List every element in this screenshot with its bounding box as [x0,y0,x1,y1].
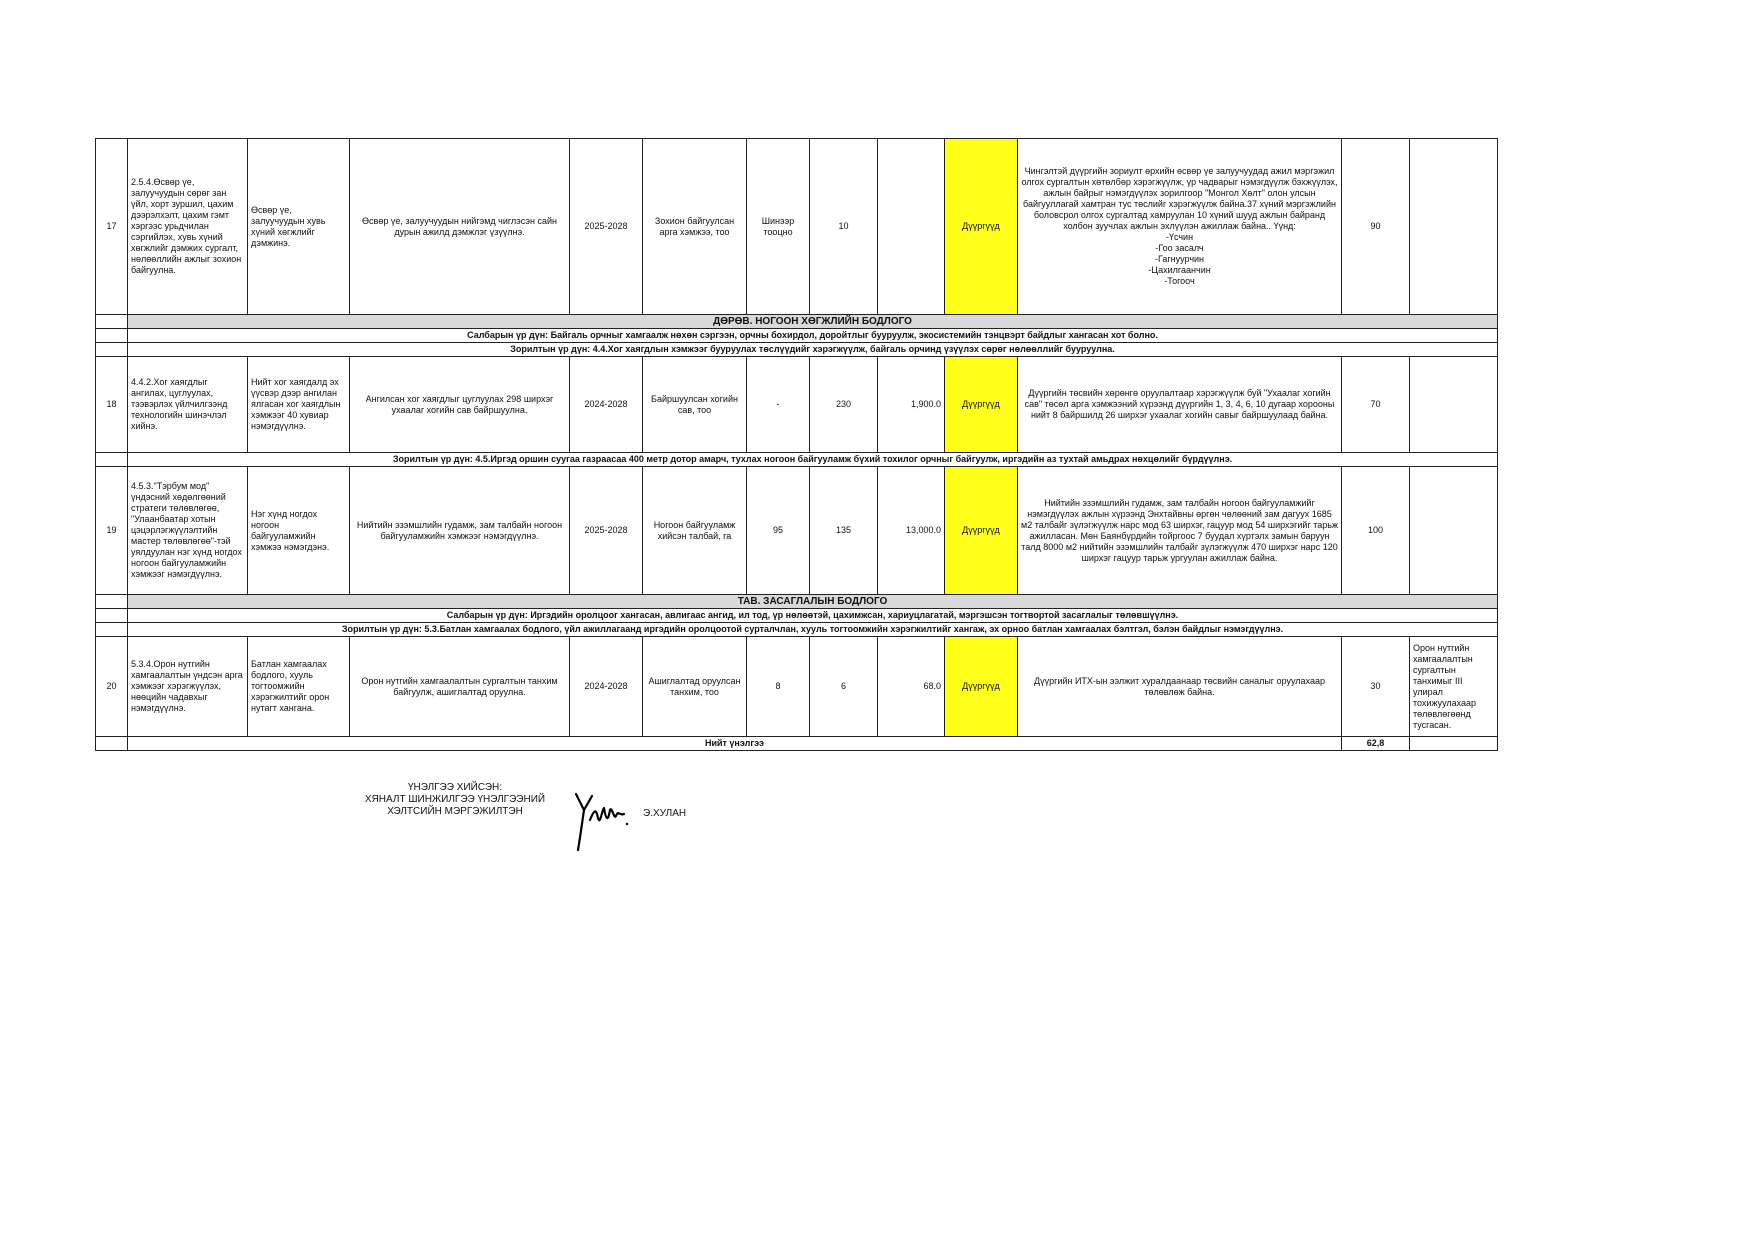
objective-goal: Зорилтын үр дүн: 4.5.Иргэд оршин суугаа газраасаа 400 метр дотор амарч, тухлах ногоон байгууламж бүхий тохилог орчныг байгуулж, иргэдийн аз тухтай амьдрах нөхцөлийг бүрдүүлнэ. [128,453,1498,467]
result-cell: Нэг хүнд ногдох ногоон байгууламжийн хэмжээ нэмэгдэнэ. [248,467,350,595]
responsible-cell: Дүүргүүд [945,357,1018,453]
report-cell: Дүүргийн ИТХ-ын ээлжит хуралдаанаар төсвийн саналыг оруулахаар төлөвлөж байна. [1018,637,1342,737]
target-cell: 10 [810,139,878,315]
note-cell [1410,467,1498,595]
report-list-item: -Тогооч [1164,276,1195,286]
budget-cell: 1,900.0 [878,357,945,453]
result-cell: Батлан хамгаалах бодлого, хууль тогтоомжийн хэрэгжилтийг орон нутагт хангана. [248,637,350,737]
budget-cell: 68.0 [878,637,945,737]
section-title: ДӨРӨВ. НОГООН ХӨГЖЛИЙН БОДЛОГО [128,315,1498,329]
target-cell: 6 [810,637,878,737]
responsible-cell: Дүүргүүд [945,139,1018,315]
measure-cell: 4.5.3."Тэрбум мод" үндэсний хөдөлгөөний стратеги төлөвлөгөө, "Улаанбаатар хотын цэцэрлэгжүүлэлтийн мастер төлөвлөгөө"-тэй уялдуулан нэг хүнд ногдох ногоон байгууламжийн хэмжээг нэмэгдүүлнэ. [128,467,248,595]
period-cell: 2024-2028 [570,637,643,737]
report-list-item: -Үсчин [1165,232,1194,242]
report-list-item: -Гоо засалч [1155,243,1204,253]
activity-cell: Нийтийн эзэмшлийн гудамж, зам талбайн ногоон байгууламжийн хэмжээг нэмэгдүүлнэ. [350,467,570,595]
goal-row [96,343,1498,357]
note-cell [1410,357,1498,453]
note-cell [1410,139,1498,315]
responsible-cell: Дүүргүүд [945,637,1018,737]
indicator-cell: Ногоон байгууламж хийсэн талбай, га [643,467,747,595]
total-value: 62,8 [1342,737,1410,751]
indicator-cell: Ашиглалтад оруулсан танхим, тоо [643,637,747,737]
sector-goal: Салбарын үр дүн: Иргэдийн оролцоог хангасан, авлигаас ангид, ил тод, үр нөлөөтэй, цахимжсан, хариуцлагатай, мэргэшсэн тогтвортой засаглалыг төлөвшүүлнэ. [128,609,1498,623]
table-row [96,637,1498,737]
indicator-cell: Байршуулсан хогийн сав, тоо [643,357,747,453]
objective-goal: Зорилтын үр дүн: 5.3.Батлан хамгаалах бодлого, үйл ажиллагаанд иргэдийн оролцоотой сурталчлан, хууль тогтоомжийн хэрэгжилтийг хангаж, эх орноо батлан хамгаалах бэлтгэл, бэлэн байдлыг нэмэгдүүлнэ. [128,623,1498,637]
row-number: 17 [96,139,128,315]
signer-name: Э.ХУЛАН [643,808,687,819]
total-row [96,737,1498,751]
section-header [96,595,1498,609]
row-number: 18 [96,357,128,453]
section-header [96,315,1498,329]
budget-cell [878,139,945,315]
objective-goal: Зорилтын үр дүн: 4.4.Хог хаягдлын хэмжээг бууруулах төслүүдийг хэрэгжүүлж, байгаль орчинд үзүүлэх сөрөг нөлөөллийг бууруулна. [128,343,1498,357]
section-title: ТАВ. ЗАСАГЛАЛЫН БОДЛОГО [128,595,1498,609]
report-cell: Дүүргийн төсвийн хөрөнгө оруулалтаар хэрэгжүүлж буй "Ухаалаг хогийн сав" төсөл арга хэмжээний хүрээнд дүүргийн 1, 3, 4, 6, 10 дугаар хорооны нийт 8 байршилд 26 ширхэг ухаалаг хогийн савыг байршуулаад байна. [1018,357,1342,453]
signature-line: ХЭЛТСИЙН МЭРГЭЖИЛТЭН [387,806,523,817]
baseline-cell: 95 [747,467,810,595]
report-text: Чингэлтэй дүүргийн зориулт өрхийн өсвөр үе залуучуудад ажил мэргэжил олгох сургалтын хөтөлбөр хэрэгжүүлж, үр чадварыг нэмэгдүүлж бэхжүүлэх, ажлын байрыг нэмэгдүүлэх зорилгоор "Монгол Хөлт" олон улсын байгууллагай хамтран тус төслийг хэрэгжүүлж байна.37 хүний мэргэжлийн боловсрол олгох сургалтад хамруулан 10 хүний шууд ажлын байранд холбон зуучлах ажлын эхлүүлэн ажиллаж байна.. Үүнд: [1021,166,1338,231]
period-cell: 2025-2028 [570,467,643,595]
baseline-cell: Шинээр тооцно [747,139,810,315]
table-row [96,139,1498,315]
signature-block [350,782,560,818]
activity-cell: Орон нутгийн хамгаалалтын сургалтын танхим байгуулж, ашиглалтад оруулна. [350,637,570,737]
goal-row [96,623,1498,637]
period-cell: 2024-2028 [570,357,643,453]
measure-cell: 2.5.4.Өсвөр үе, залуучуудын сөрөг зан үйл, хорт зуршил, цахим дээрэлхэлт, цахим гэмт хэргээс урьдчилан сэргийлэх, хувь хүний хөгжлийг дэмжих сургалт, нөлөөллийн ажлыг зохион байгуулна. [128,139,248,315]
baseline-cell: 8 [747,637,810,737]
responsible-cell: Дүүргүүд [945,467,1018,595]
signature-line: ХЯНАЛТ ШИНЖИЛГЭЭ ҮНЭЛГЭЭНИЙ [364,794,546,805]
activity-cell: Ангилсан хог хаягдлыг цуглуулах 298 ширхэг ухаалаг хогийн сав байршуулна. [350,357,570,453]
measure-cell: 5.3.4.Орон нутгийн хамгаалалтын үндсэн арга хэмжээг хэрэгжүүлэх, нөөцийн чадавхыг нэмэгдүүлнэ. [128,637,248,737]
sector-goal: Салбарын үр дүн: Байгаль орчныг хамгаалж нөхөн сэргээн, орчны бохирдол, доройтлыг бууруулж, экосистемийн тэнцвэрт байдлыг хангасан хот болно. [128,329,1498,343]
period-cell: 2025-2028 [570,139,643,315]
signature-line: ҮНЭЛГЭЭ ХИЙСЭН: [407,782,503,793]
score-cell: 30 [1342,637,1410,737]
table-row [96,467,1498,595]
row-number: 19 [96,467,128,595]
result-cell: Өсвөр үе, залуучуудын хувь хүний хөгжлийг дэмжинэ. [248,139,350,315]
baseline-cell: - [747,357,810,453]
budget-cell: 13,000.0 [878,467,945,595]
report-list-item: -Цахилгаанчин [1148,265,1211,275]
note-cell: Орон нутгийн хамгаалалтын сургалтын танхимыг III улирал тохижуулахаар төлөвлөгөөнд тусгасан. [1410,637,1498,737]
evaluation-sheet [95,138,1497,751]
goal-row [96,329,1498,343]
handwritten-signature [570,780,630,852]
target-cell: 135 [810,467,878,595]
score-cell: 70 [1342,357,1410,453]
total-label: Нийт үнэлгээ [128,737,1342,751]
row-number: 20 [96,637,128,737]
target-cell: 230 [810,357,878,453]
indicator-cell: Зохион байгуулсан арга хэмжээ, тоо [643,139,747,315]
score-cell: 90 [1342,139,1410,315]
score-cell: 100 [1342,467,1410,595]
report-cell: Нийтийн эзэмшлийн гудамж, зам талбайн ногоон байгууламжийг нэмэгдүүлэх ажлын хүрээнд Энхтайвны өргөн чөлөөний зам дагуух 1685 м2 талбайг зүлэгжүүлж нарс мод 63 ширхэг, гацуур мод 54 ширхэгийг тарьж ажилласан. Мөн Баянбүрдийн тойргоос 7 буудал хүртэлх замын баруун талд 8000 м2 нийтийн эзэмшлийн талбайг зүлэгжүүлж 470 ширхэг нарс 120 ширхэг гацуур тарьж ургуулан ажиллаж байна. [1018,467,1342,595]
table-row [96,357,1498,453]
goal-row [96,609,1498,623]
goal-row [96,453,1498,467]
report-cell [1018,139,1342,315]
evaluation-table [95,138,1498,751]
activity-cell: Өсвөр үе, залуучуудын нийгэмд чиглэсэн сайн дурын ажилд дэмжлэг үзүүлнэ. [350,139,570,315]
measure-cell: 4.4.2.Хог хаягдлыг ангилах, цуглуулах, тээвэрлэх үйлчилгээнд технологийн шинэчлэл хийнэ. [128,357,248,453]
result-cell: Нийт хог хаягдалд эх үүсвэр дээр ангилан ялгасан хог хаягдлын хэмжээг 40 хувиар нэмэгдүүлнэ. [248,357,350,453]
report-list-item: -Гагнуурчин [1154,254,1205,264]
